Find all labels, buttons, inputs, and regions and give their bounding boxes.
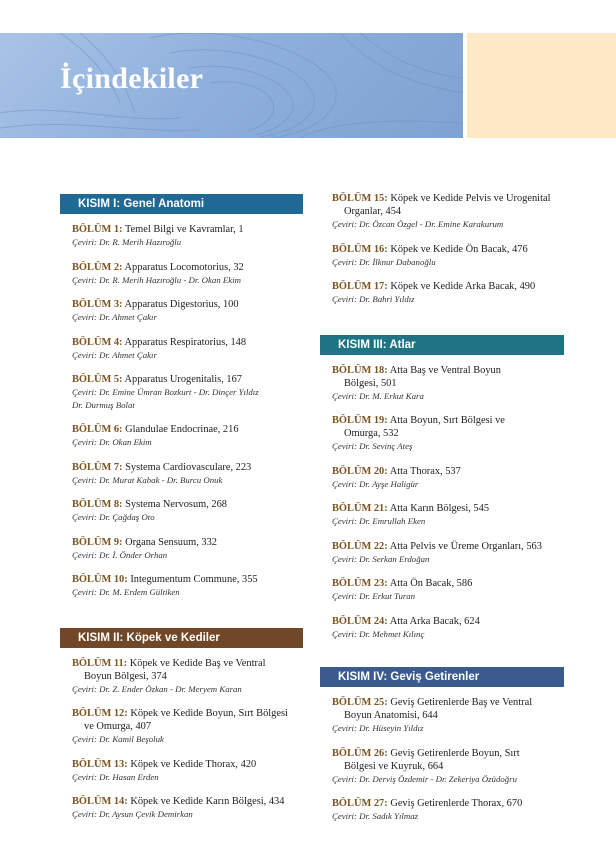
chapter-label: BÖLÜM 4: [72,336,123,348]
chapter-title: Köpek ve Kedide Pelvis ve Urogenital [390,193,551,204]
toc-entry-chapter-17[interactable] [332,280,564,306]
chapter-title: Glandulae Endocrinae, 216 [125,424,239,435]
toc-entry-chapter-25[interactable] [332,696,564,735]
chapter-label: BÖLÜM 17: [332,281,388,292]
chapter-title: Atta Arka Bacak, 624 [389,615,480,627]
chapter-label: BÖLÜM 25: [332,697,388,708]
toc-entry-chapter-9[interactable] [72,536,303,562]
chapter-label: BÖLÜM 20: [332,465,388,477]
part-2-chapter-list-continued [320,192,564,306]
chapter-title: Integumentum Commune, 355 [130,574,258,585]
chapter-translator: Çeviri: Dr. Murat Kabak - Dr. Burcu Onuk [72,474,223,485]
page-title: İçindekiler [60,62,204,95]
part-1-chapter-list [60,223,303,599]
chapter-title-continued: ve Omurga, 407 [84,721,152,732]
chapter-label: BÖLÜM 2: [72,261,123,273]
toc-left-column [60,194,303,821]
chapter-label: BÖLÜM 12: [72,708,128,719]
chapter-translator: Çeviri: Dr. Emine Ümran Bozkurt - Dr. Dinçer Yıldız [72,387,259,397]
chapter-title: Köpek ve Kedide Baş ve Ventral [129,657,266,669]
chapter-title-continued: Organlar, 454 [344,206,402,217]
chapter-label: BÖLÜM 19: [332,415,388,426]
chapter-label: BÖLÜM 13: [72,758,128,770]
chapter-title: Atta Thorax, 537 [389,465,461,477]
chapter-label: BÖLÜM 22: [332,540,388,552]
part-3-chapter-list [320,364,564,641]
chapter-title: Köpek ve Kedide Ön Bacak, 476 [390,243,528,255]
chapter-translator: Çeviri: Dr. Emrullah Eken [332,516,426,526]
chapter-title: Köpek ve Kedide Boyun, Sırt Bölgesi [130,708,288,719]
chapter-title: Köpek ve Kedide Thorax, 420 [130,758,257,770]
chapter-title: Geviş Getirenlerde Baş ve Ventral [390,697,533,708]
chapter-translator: Çeviri: Dr. Kamil Beşoluk [72,734,164,744]
chapter-title: Köpek ve Kedide Arka Bacak, 490 [390,281,536,292]
chapter-label: BÖLÜM 11: [72,657,128,669]
chapter-label: BÖLÜM 24: [332,615,388,627]
chapter-label: BÖLÜM 15: [332,193,388,204]
toc-entry-chapter-7[interactable] [72,461,303,487]
chapter-translator: Çeviri: Dr. M. Erkut Kara [332,390,424,401]
chapter-translator: Çeviri: Dr. R. Merih Hazıroğlu [72,237,182,247]
chapter-label: BÖLÜM 23: [332,578,388,589]
toc-entry-chapter-16[interactable] [332,243,564,269]
part-4-chapter-list [320,696,564,823]
toc-entry-chapter-15[interactable] [332,192,564,231]
chapter-title: Atta Boyun, Sırt Bölgesi ve [389,415,505,426]
chapter-label: BÖLÜM 26: [332,747,388,759]
chapter-title: Atta Pelvis ve Üreme Organları, 563 [389,540,542,552]
toc-entry-chapter-6[interactable] [72,423,303,449]
toc-entry-chapter-5[interactable] [72,373,303,411]
chapter-title: Geviş Getirenlerde Boyun, Sırt [390,747,520,759]
chapter-translator: Çeviri: Dr. Bahri Yıldız [332,294,415,304]
chapter-label: BÖLÜM 8: [72,499,123,510]
part-2-chapter-list [60,657,303,821]
chapter-label: BÖLÜM 1: [72,224,123,235]
chapter-title: Atta Karın Bölgesi, 545 [389,503,490,514]
chapter-translator: Çeviri: Dr. Hasan Erden [72,771,159,782]
chapter-title: Systema Nervosum, 268 [125,499,228,510]
chapter-label: BÖLÜM 5: [72,374,123,385]
header-banner [0,33,463,138]
chapter-translator: Çeviri: Dr. İ. Önder Orhan [72,549,168,560]
toc-entry-chapter-10[interactable] [72,573,303,599]
chapter-title: Apparatus Locomotorius, 32 [124,261,244,273]
chapter-translator: Çeviri: Dr. Erkut Turan [332,591,416,601]
part-2-heading: KISIM II: Köpek ve Kediler [60,628,303,648]
toc-right-column [320,192,564,823]
toc-entry-chapter-21[interactable] [332,502,564,528]
chapter-translator: Çeviri: Dr. R. Merih Hazıroğlu - Dr. Okan Ekim [72,274,241,285]
part-3-heading: KISIM III: Atlar [320,335,564,355]
toc-entry-chapter-14[interactable] [72,795,303,821]
chapter-title: Atta Ön Bacak, 586 [389,578,473,589]
toc-entry-chapter-19[interactable] [332,414,564,453]
toc-entry-chapter-27[interactable] [332,797,564,823]
chapter-translator: Çeviri: Dr. Hüseyin Yıldız [332,723,424,733]
toc-entry-chapter-12[interactable] [72,707,303,746]
chapter-translator: Çeviri: Dr. Serkan Erdoğan [332,553,430,564]
chapter-translator: Çeviri: Dr. Okan Ekim [72,437,152,447]
chapter-translator: Çeviri: Dr. Özcan Özgel - Dr. Emine Karakurum [332,219,504,229]
toc-entry-chapter-26[interactable] [332,747,564,786]
chapter-title: Apparatus Urogenitalis, 167 [124,374,242,385]
chapter-title-continued: Bölgesi, 501 [344,377,397,389]
chapter-label: BÖLÜM 10: [72,574,128,585]
chapter-label: BÖLÜM 18: [332,364,388,376]
chapter-translator: Çeviri: Dr. Ahmet Çakır [72,312,157,322]
chapter-label: BÖLÜM 7: [72,461,123,473]
toc-entry-chapter-8[interactable] [72,498,303,524]
chapter-translator: Çeviri: Dr. Ahmet Çakır [72,349,157,360]
chapter-title-continued: Bölgesi ve Kuyruk, 664 [344,760,444,772]
chapter-translator: Çeviri: Dr. Ayşe Haligür [332,478,419,489]
chapter-label: BÖLÜM 6: [72,424,123,435]
toc-entry-chapter-2[interactable] [72,261,303,287]
chapter-title: Geviş Getirenlerde Thorax, 670 [390,798,523,809]
chapter-title: Organa Sensuum, 332 [125,536,217,548]
chapter-title: Apparatus Respiratorius, 148 [124,336,247,348]
chapter-translator-continued: Dr. Durmuş Bolat [72,399,135,410]
chapter-label: BÖLÜM 14: [72,796,128,807]
part-4-heading: KISIM IV: Geviş Getirenler [320,667,564,687]
toc-entry-chapter-20[interactable] [332,465,564,491]
toc-entry-chapter-13[interactable] [72,758,303,784]
chapter-title-continued: Boyun Bölgesi, 374 [84,670,167,682]
chapter-title: Atta Baş ve Ventral Boyun [389,364,501,376]
chapter-translator: Çeviri: Dr. Sevinç Ateş [332,441,413,451]
chapter-label: BÖLÜM 27: [332,798,388,809]
chapter-translator: Çeviri: Dr. Aysun Çevik Demirkan [72,809,193,819]
chapter-title: Apparatus Digestorius, 100 [124,299,239,310]
chapter-translator: Çeviri: Dr. Derviş Özdemir - Dr. Zekeriya Özüdoğru [332,773,517,784]
toc-entry-chapter-22[interactable] [332,540,564,566]
chapter-translator: Çeviri: Dr. M. Erdem Gültiken [72,587,180,597]
chapter-label: BÖLÜM 3: [72,299,123,310]
chapter-title: Systema Cardiovasculare, 223 [125,461,252,473]
chapter-translator: Çeviri: Dr. İlknur Dabanoğlu [332,256,436,267]
chapter-label: BÖLÜM 16: [332,243,388,255]
toc-entry-chapter-11[interactable] [72,657,303,696]
chapter-title: Köpek ve Kedide Karın Bölgesi, 434 [130,796,285,807]
toc-entry-chapter-18[interactable] [332,364,564,403]
toc-entry-chapter-23[interactable] [332,577,564,603]
chapter-title-continued: Boyun Anatomisi, 644 [344,710,438,721]
chapter-translator: Çeviri: Dr. Sadık Yılmaz [332,811,419,821]
chapter-title: Temel Bilgi ve Kavramlar, 1 [124,224,244,235]
chapter-title-continued: Omurga, 532 [344,428,399,439]
toc-entry-chapter-3[interactable] [72,298,303,324]
toc-entry-chapter-24[interactable] [332,615,564,641]
toc-entry-chapter-1[interactable] [72,223,303,249]
chapter-translator: Çeviri: Dr. Mehmet Kılınç [332,628,425,639]
header-side-panel [467,33,616,138]
chapter-translator: Çeviri: Dr. Z. Ender Özkan - Dr. Meryem Karan [72,683,242,694]
part-1-heading: KISIM I: Genel Anatomi [60,194,303,214]
chapter-translator: Çeviri: Dr. Çağdaş Oto [72,512,155,522]
chapter-label: BÖLÜM 9: [72,536,123,548]
chapter-label: BÖLÜM 21: [332,503,388,514]
toc-entry-chapter-4[interactable] [72,336,303,362]
